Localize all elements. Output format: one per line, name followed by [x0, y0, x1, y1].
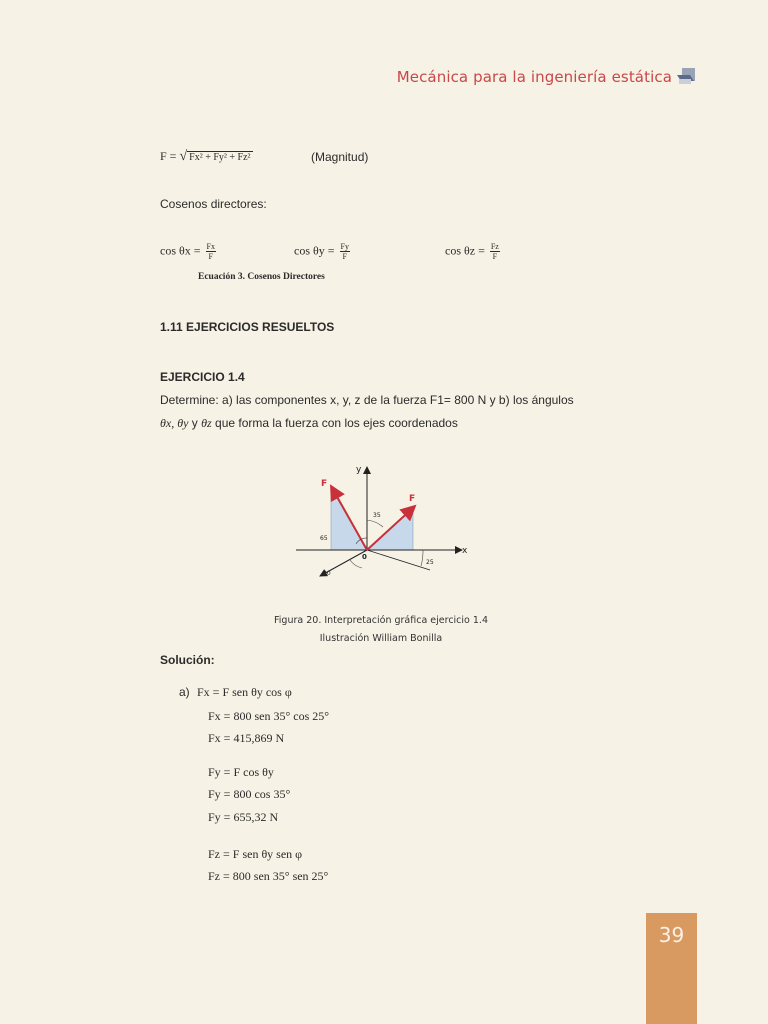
label-angle-20: 20 — [323, 570, 331, 577]
cosine-y-den: F — [342, 252, 347, 261]
solution-line: Fx = F sen θy cos φ — [197, 685, 292, 699]
solution-line: Fy = 655,32 N — [208, 810, 279, 824]
angle-arc-25 — [421, 550, 423, 566]
sqrt-icon: √ — [179, 149, 188, 164]
label-x: x — [462, 546, 468, 556]
cosine-z-num: Fz — [490, 242, 499, 251]
solution-prefix: a) — [179, 685, 190, 699]
cosine-x-den: F — [208, 252, 213, 261]
solution-title: Solución: — [160, 653, 215, 667]
cosine-y-lhs: cos θy = — [294, 243, 338, 258]
solution-line: Fy = 800 cos 35° — [208, 787, 291, 801]
label-angle-25: 25 — [426, 559, 434, 566]
exercise-text-rest: que forma la fuerza con los ejes coordenados — [211, 416, 458, 430]
exercise-angle-z-math: θz — [201, 416, 212, 430]
projection-line — [367, 550, 430, 570]
magnitude-radicand: Fx² + Fy² + Fz² — [189, 152, 251, 163]
figure-credit: Ilustración William Bonilla — [319, 633, 443, 644]
solution-line: Fz = F sen θy sen φ — [208, 847, 303, 861]
cosine-x-lhs: cos θx = — [160, 243, 204, 258]
exercise-angles-math: θx, θy — [160, 416, 189, 430]
cosine-y-num: Fy — [340, 242, 349, 251]
cosine-z — [445, 242, 500, 261]
label-origin: 0 — [362, 553, 367, 561]
solution-line: Fy = F cos θy — [208, 765, 274, 779]
label-force-left: F — [321, 479, 328, 489]
page-number: 39 — [658, 923, 685, 947]
solution-line: Fx = 415,869 N — [208, 731, 285, 745]
label-angle-35: 35 — [373, 512, 381, 519]
running-header: Mecánica para la ingeniería estática — [396, 68, 672, 86]
cosine-z-den: F — [492, 252, 498, 261]
solution-line: Fx = 800 sen 35° cos 25° — [208, 709, 330, 723]
label-y: y — [356, 465, 362, 475]
magnitude-formula — [160, 149, 253, 165]
exercise-text-conj: y — [188, 416, 202, 430]
solution-line: Fz = 800 sen 35° sen 25° — [208, 869, 329, 883]
angle-arc-20 — [350, 560, 362, 568]
label-angle-65: 65 — [320, 535, 328, 542]
header-ornament-icon — [676, 67, 696, 85]
cosine-x-num: Fx — [206, 242, 215, 251]
figure-caption: Figura 20. Interpretación gráfica ejercicio 1.4 — [274, 615, 488, 626]
angle-arc-35 — [367, 520, 383, 527]
magnitude-note: (Magnitud) — [311, 150, 369, 164]
magnitude-lhs: F = — [160, 149, 180, 163]
cosine-z-lhs: cos θz = — [445, 243, 488, 258]
force-diagram — [290, 460, 480, 585]
cosenos-label: Cosenos directores: — [160, 197, 267, 211]
equation-caption: Ecuación 3. Cosenos Directores — [198, 272, 325, 282]
exercise-text-line1: Determine: a) las componentes x, y, z de la fuerza F1= 800 N y b) los ángulos — [160, 393, 574, 407]
cosine-x — [160, 242, 216, 261]
label-force-right: F — [409, 494, 416, 504]
cosine-y — [294, 242, 350, 261]
exercise-text-line2 — [160, 416, 458, 431]
exercise-title: EJERCICIO 1.4 — [160, 370, 245, 384]
section-title: 1.11 EJERCICIOS RESUELTOS — [160, 320, 335, 334]
